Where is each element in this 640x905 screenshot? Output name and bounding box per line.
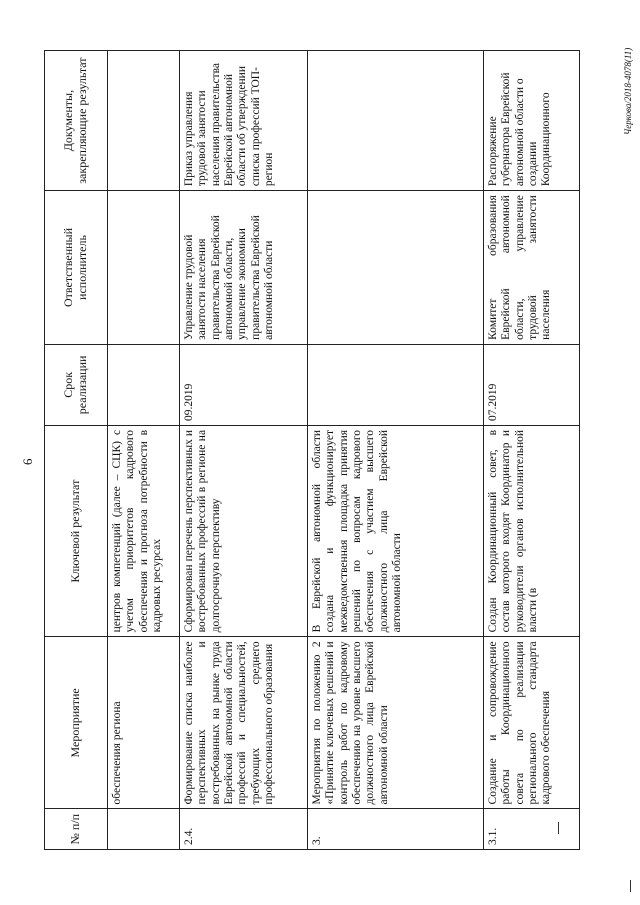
cell-num [108, 809, 180, 850]
cell-term [308, 344, 484, 425]
header-responsible: Ответственный исполнитель [45, 191, 108, 345]
header-documents: Документы, закрепляющие результат [45, 51, 108, 191]
cell-documents: Распоряжение губернатора Еврейской автономной области о создании Координационного [484, 51, 580, 191]
header-event: Мероприятие [45, 637, 108, 809]
cell-documents: Приказ управления трудовой занятости населения правительства Еврейской автономной области об утверждении списка профессий ТОП-регион [180, 51, 308, 191]
header-result: Ключевой результат [45, 425, 108, 636]
table-row [484, 51, 580, 850]
cell-event: Формирование списка наиболее перспективных и востребованных на рынке труда Еврейской автономной области профессий и специальностей, требующих среднего профессионального образования [180, 637, 308, 809]
table-row [108, 51, 180, 850]
cell-result: В Еврейской автономной области создана и функционирует межведомственная площадка принятия решений по вопросам кадрового обеспечения с участием высшего должностного лица Еврейской автономной области [308, 425, 484, 636]
cell-responsible [308, 191, 484, 345]
table-row [308, 51, 484, 850]
cell-result: Сформирован перечень перспективных и востребованных профессий в регионе на долгосрочную перспективу [180, 425, 308, 636]
page-number: 6 [20, 458, 35, 465]
cell-responsible: Управление трудовой занятости населения правительства Еврейской автономной области, управление экономики правительства Еврейской автономной области [180, 191, 308, 345]
document-footer-code: Черкова/2018-4078(11) [623, 47, 633, 135]
margin-mark [558, 822, 559, 834]
cell-term: 09.2019 [180, 344, 308, 425]
table-header-row [45, 51, 108, 850]
cell-num: 3. [308, 809, 484, 850]
cell-result: центров компетенций (далее – СЦК) с учетом приоритетов кадрового обеспечения и прогноза потребности в кадровых ресурсах [108, 425, 180, 636]
table-row [180, 51, 308, 850]
header-term: Срок реализации [45, 344, 108, 425]
cell-responsible: Комитет образования Еврейской автономной области, управление трудовой занятости населения [484, 191, 580, 345]
header-num: № п/п [45, 809, 108, 850]
cell-num: 2.4. [180, 809, 308, 850]
cell-responsible [108, 191, 180, 345]
cell-documents [108, 51, 180, 191]
cell-event: Создание и сопровождение работы Координационного совета по реализации регионального стандарта кадрового обеспечения [484, 637, 580, 809]
measures-table [44, 50, 580, 850]
cell-term [108, 344, 180, 425]
cell-term: 07.2019 [484, 344, 580, 425]
cell-result: Создан Координационный совет, в состав которого входят Координатор и руководители органов исполнительной власти (в [484, 425, 580, 636]
cell-num: 3.1. [484, 809, 580, 850]
margin-mark [630, 880, 631, 892]
cell-event: Мероприятия по положению 2 «Принятие ключевых решений и контроль работ по кадровому обеспечению на уровне высшего должностного лица Еврейской автономной области [308, 637, 484, 809]
cell-documents [308, 51, 484, 191]
cell-event: обеспечения региона [108, 637, 180, 809]
